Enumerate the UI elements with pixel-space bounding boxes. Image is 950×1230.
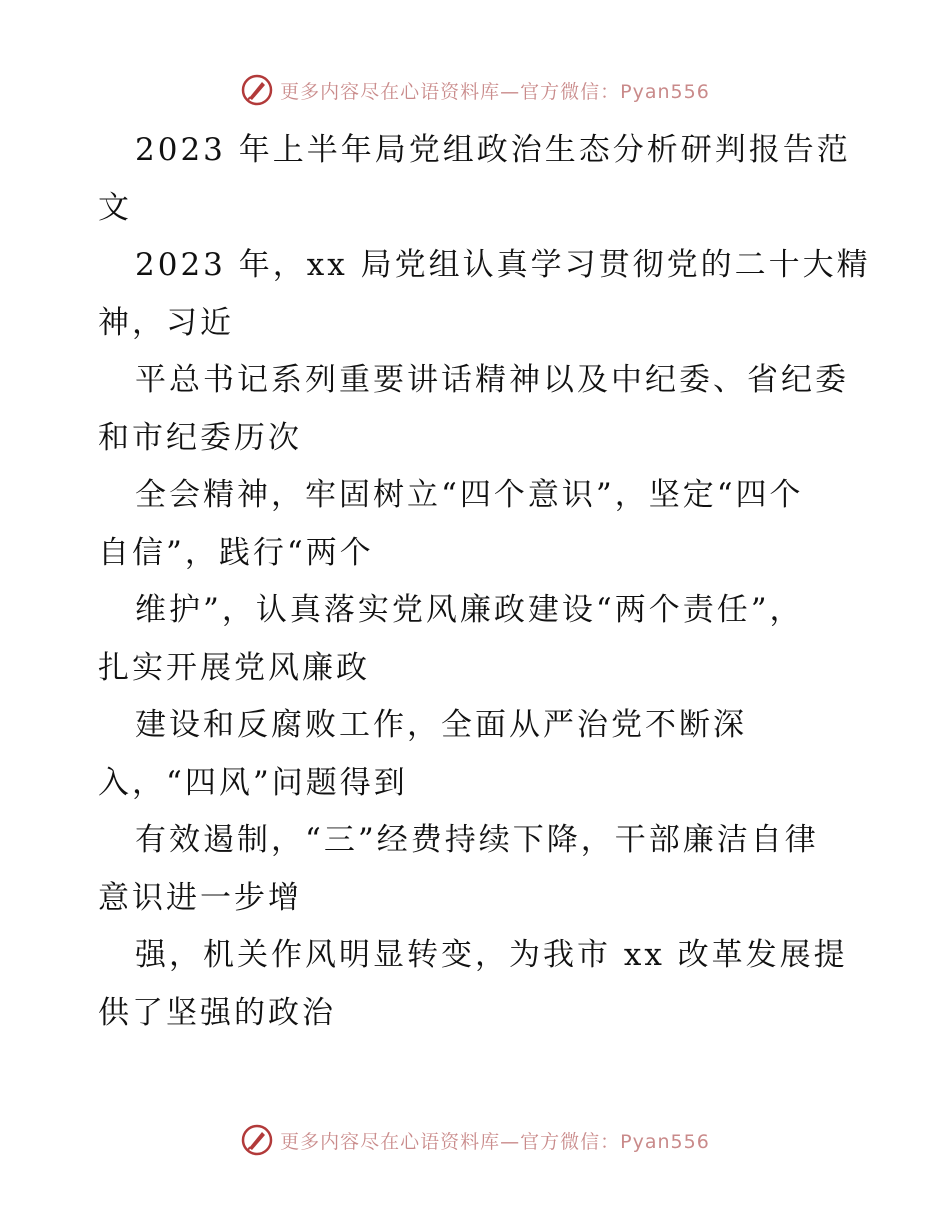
text-line: 意识进一步增 xyxy=(98,879,302,916)
text-line: 入，“四风”问题得到 xyxy=(98,764,408,801)
text-line: 自信”，践行“两个 xyxy=(98,534,374,571)
text-line: 平总书记系列重要讲话精神以及中纪委、省纪委 xyxy=(135,362,849,398)
watermark-text: 更多内容尽在心语资料库—官方微信：Pyan556 xyxy=(280,1130,710,1153)
text-line: 神，习近 xyxy=(98,304,234,341)
document-body xyxy=(98,122,871,1042)
text-line: 供了坚强的政治 xyxy=(98,994,336,1031)
text-line: 2023 年，xx 局党组认真学习贯彻党的二十大精 xyxy=(135,247,871,283)
footer-watermark xyxy=(0,1120,950,1160)
text-line: 2023 年上半年局党组政治生态分析研判报告范 xyxy=(135,132,851,168)
feather-pen-circle-icon xyxy=(240,1123,274,1157)
text-line: 和市纪委历次 xyxy=(98,419,302,456)
feather-pen-circle-icon xyxy=(240,73,274,107)
header-watermark xyxy=(0,70,950,110)
text-line: 有效遏制，“三”经费持续下降，干部廉洁自律 xyxy=(135,822,819,858)
text-line: 扎实开展党风廉政 xyxy=(98,649,370,686)
text-line: 文 xyxy=(98,189,132,226)
text-line: 建设和反腐败工作，全面从严治党不断深 xyxy=(135,707,747,743)
watermark-text: 更多内容尽在心语资料库—官方微信：Pyan556 xyxy=(280,80,710,103)
text-line: 维护”，认真落实党风廉政建设“两个责任”， xyxy=(135,592,804,628)
text-line: 全会精神，牢固树立“四个意识”，坚定“四个 xyxy=(135,477,804,513)
text-line: 强，机关作风明显转变，为我市 xx 改革发展提 xyxy=(135,937,848,973)
